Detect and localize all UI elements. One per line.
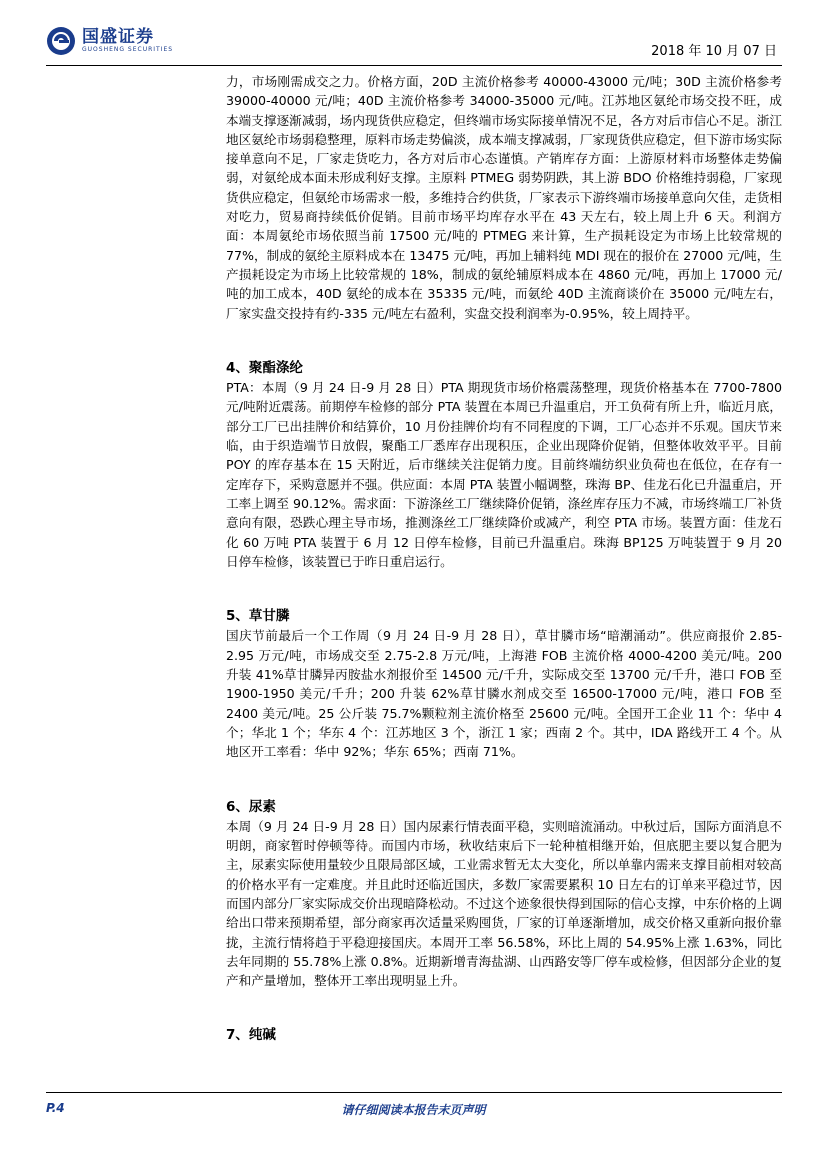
page-header — [0, 0, 827, 70]
section-title-glyphosate: 5、草甘膦 — [226, 608, 290, 625]
footer-divider — [46, 1092, 782, 1093]
header-divider — [46, 65, 782, 66]
section-text-glyphosate: 国庆节前最后一个工作周（9 月 24 日-9 月 28 日），草甘膦市场“暗潮涌动”。供应商报价 2.85-2.95 万元/吨，市场成交至 2.75-2.8 万元/吨，上海港 FOB 主流价格 4000-4200 美元/吨。200 升装 41%草甘膦异丙胺盐水剂报价至 14500 元/千升，实际成交至 13700 元/千升，港口 FOB 至 1900-1950 美元/千升；200 升装 62%草甘膦水剂成交至 16500-17000 元/吨，港口 FOB 至 2400 美元/吨。25 公斤装 75.7%颗粒剂主流价格至 25600 元/吨。全国开工企业 11 个：华中 4 个；华北 1 个；华东 4 个：江苏地区 3 个，浙江 1 家；西南 2 个。其中，IDA 路线开工 4 个。从地区开工率看：华中 92%；华东 65%；西南 71%。 — [226, 628, 782, 760]
logo-icon — [46, 26, 76, 56]
disclaimer-notice: 请仔细阅读本报告末页声明 — [341, 1103, 486, 1117]
logo-name-en: GUOSHENG SECURITIES — [82, 46, 174, 53]
intro-paragraph: 力，市场刚需成交之力。价格方面，20D 主流价格参考 40000-43000 元/吨；30D 主流价格参考 39000-40000 元/吨；40D 主流价格参考 34000-35000 元/吨。江苏地区氨纶市场交投不旺，成本端支撑逐渐减弱，场内现货供应稳定，但终端市场实际接单情况不足，各方对后市信心不足。浙江地区氨纶市场弱稳整理，原料市场走势偏淡，成本端支撑减弱，厂家现货供应稳定，但下游市场实际接单意向不足，厂家走货吃力，各方对后市心态谨慎。产销库存方面：上游原材料市场整体走势偏弱，对氨纶成本面未形成利好支撑。主原料 PTMEG 弱势阴跌，其上游 BDO 价格维持弱稳，厂家现货供应稳定，但氨纶市场需求一般，多维持合约供货，厂家表示下游终端市场接单意向欠佳，走货相对吃力，贸易商持续低价促销。目前市场平均库存水平在 43 天左右，较上周上升 6 天。利润方面：本周氨纶市场依照当前 17500 元/吨的 PTMEG 来计算，生产损耗设定为市场上比较常规的 77%，制成的氨纶主原料成本在 13475 元/吨，再加上辅料纯 MDI 现在的报价在 27000 元/吨，生产损耗设定为市场上比较常规的 18%，制成的氨纶辅原料成本在 4860 元/吨，再加上 17000 元/吨的加工成本，40D 氨纶的成本在 35335 元/吨，而氨纶 40D 主流商谈价在 35000 元/吨左右，厂家实盘交投持有约-335 元/吨左右盈利，实盘交投利润率为-0.95%，较上周持平。 — [226, 74, 782, 321]
section-title-polyester: 4、聚酯涤纶 — [226, 359, 303, 376]
report-date: 2018 年 10 月 07 日 — [651, 44, 777, 59]
section-text-urea: 本周（9 月 24 日-9 月 28 日）国内尿素行情表面平稳，实则暗流涌动。中秋过后，国际方面消息不明朗，商家暂时停顿等待。而国内市场，秋收结束后下一轮种植相继开始，但底肥主要以复合肥为主，尿素实际使用量较少且限局部区域，工业需求暂无太大变化，所以单靠内需来支撑目前相对较高的价格水平有一定难度。并且此时还临近国庆，多数厂家需要累积 10 日左右的订单来平稳过节，因而国内部分厂家实际成交价出现暗降松动。不过这个迹象很快得到国际的信心支撑，中东价格的上调给出口带来预期希望，部分商家再次适量采购囤货，厂家的订单逐渐增加，成交价格又重新向报价靠拢，主流行情将趋于平稳迎接国庆。本周开工率 56.58%，环比上周的 54.95%上涨 1.63%，同比去年同期的 55.78%上涨 0.8%。近期新增青海盐湖、山西路安等厂停车或检修，但因部分企业的复产和产量增加，整体开工率出现明显上升。 — [226, 818, 782, 989]
section-text-polyester: PTA：本周（9 月 24 日-9 月 28 日）PTA 期现货市场价格震荡整理，现货价格基本在 7700-7800 元/吨附近震荡。前期停车检修的部分 PTA 装置在本周已升温重启，开工负荷有所上升，临近月底，部分工厂已出挂牌价和结算价，10 月份挂牌价均有不同程度的下调，工厂心态并不乐观。国庆节来临，由于织造端节日放假，聚酯工厂悉库存出现积压，企业出现降价促销，但整体收效平平。目前 POY 的库存基本在 15 天附近，后市继续关注促销力度。目前终端纺织业负荷也在低位，在存有一定库存下，采购意愿并不强。供应面：本周 PTA 装置小幅调整，珠海 BP、佳龙石化已升温重启，开工率上调至 90.12%。需求面：下游涤丝工厂继续降价促销，涤丝库存压力不减，市场终端工厂补货意向有限，恐跌心理主导市场，推测涤丝工厂继续降价或减产，利空 PTA 市场。装置方面：佳龙石化 60 万吨 PTA 装置于 6 月 12 日停车检修，目前已升温重启。珠海 BP125 万吨装置于 9 月 20 日停车检修，该装置已于昨日重启运行。 — [226, 380, 782, 569]
company-logo — [46, 26, 173, 56]
page-number: P.4 — [46, 1101, 65, 1115]
section-title-urea: 6、尿素 — [226, 798, 276, 815]
logo-name-cn: 国盛证券 — [82, 27, 154, 47]
section-title-soda-ash: 7、纯碱 — [226, 1027, 276, 1044]
report-body — [226, 72, 782, 1046]
